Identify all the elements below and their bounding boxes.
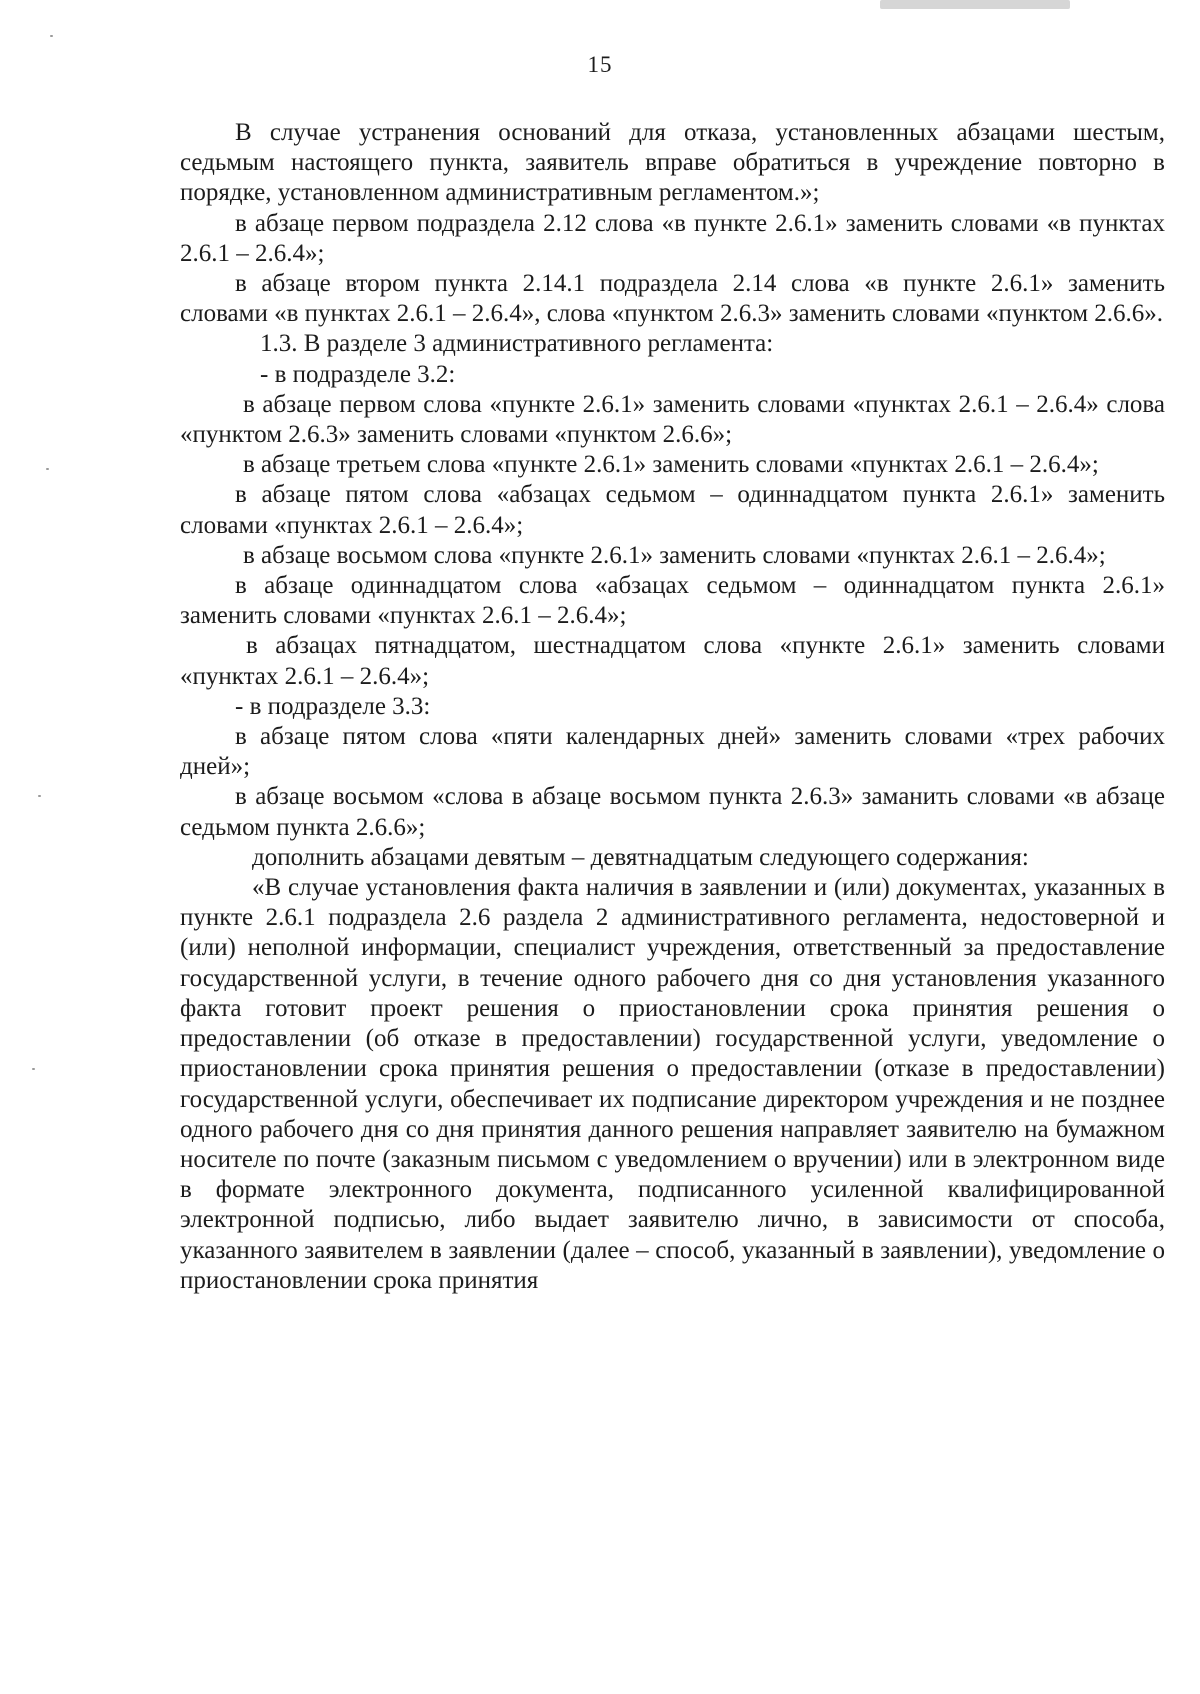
paragraph: «В случае установления факта наличия в заявлении и (или) документах, указанных в пункте 2.6.1 подраздела 2.6 раздела 2 административного регламента, недостоверной и (или) неполной информации, специалист учреждения, ответственный за предоставление государственной услуги, в течение одного рабочего дня со дня установления указанного факта готовит проект решения о приостановлении срока принятия решения о предоставлении (об отказе в предоставлении) государственной услуги, уведомление о приостановлении срока принятия решения о предоставлении (отказе в предоставлении) государственной услуги, обеспечивает их подписание директором учреждения и не позднее одного рабочего дня со дня принятия данного решения направляет заявителю на бумажном носителе по почте (заказным письмом с уведомлением о вручении) или в электронном виде в формате электронного документа, подписанного усиленной квалифицированной электронной подписью, либо выдает заявителю лично, в зависимости от способа, указанного заявителем в заявлении (далее – способ, указанный в заявлении), уведомление о приостановлении срока принятия: [180, 874, 1165, 1294]
paragraph: в абзаце восьмом «слова в абзаце восьмом пункта 2.6.3» заманить словами «в абзаце седьмом пункта 2.6.6»;: [180, 783, 1165, 841]
paragraph: в абзаце пятом слова «абзацах седьмом – одиннадцатом пункта 2.6.1» заменить словами «пунктах 2.6.1 – 2.6.4»;: [180, 481, 1165, 539]
paragraph: - в подразделе 3.3:: [235, 692, 431, 720]
page-number: 15: [587, 52, 613, 77]
paragraph: в абзаце втором пункта 2.14.1 подраздела 2.14 слова «в пункте 2.6.1» заменить словами «в пунктах 2.6.1 – 2.6.4», слова «пунктом 2.6.3» заменить словами «пунктом 2.6.6».: [180, 270, 1165, 328]
paragraph: в абзаце одиннадцатом слова «абзацах седьмом – одиннадцатом пункта 2.6.1» заменить словами «пунктах 2.6.1 – 2.6.4»;: [180, 572, 1165, 630]
paragraph: В случае устранения оснований для отказа, установленных абзацами шестым, седьмым настоящего пункта, заявитель вправе обратиться в учреждение повторно в порядке, установленном административным регламентом.»;: [180, 119, 1165, 207]
paragraph: в абзацах пятнадцатом, шестнадцатом слова «пункте 2.6.1» заменить словами «пунктах 2.6.1 – 2.6.4»;: [180, 632, 1165, 690]
paragraph: в абзаце пятом слова «пяти календарных дней» заменить словами «трех рабочих дней»;: [180, 723, 1165, 781]
scan-speck: [38, 795, 41, 797]
paragraph: в абзаце первом подраздела 2.12 слова «в пункте 2.6.1» заменить словами «в пунктах 2.6.1 – 2.6.4»;: [180, 209, 1165, 267]
paragraph: в абзаце третьем слова «пункте 2.6.1» заменить словами «пунктах 2.6.1 – 2.6.4»;: [243, 451, 1099, 479]
paragraph: 1.3. В разделе 3 административного регламента:: [260, 330, 774, 358]
paragraph: в абзаце первом слова «пункте 2.6.1» заменить словами «пунктах 2.6.1 – 2.6.4» слова «пунктом 2.6.3» заменить словами «пунктом 2.6.6»;: [180, 390, 1165, 449]
paragraph: - в подразделе 3.2:: [260, 360, 456, 388]
scan-speck: [50, 35, 53, 37]
paragraph: дополнить абзацами девятым – девятнадцатым следующего содержания:: [252, 843, 1029, 871]
scan-header-smudge: [880, 0, 1070, 9]
document-body: [180, 118, 1165, 1296]
paragraph: в абзаце восьмом слова «пункте 2.6.1» заменить словами «пунктах 2.6.1 – 2.6.4»;: [243, 541, 1106, 569]
scan-speck: [46, 468, 49, 470]
scan-speck: [32, 1068, 35, 1070]
